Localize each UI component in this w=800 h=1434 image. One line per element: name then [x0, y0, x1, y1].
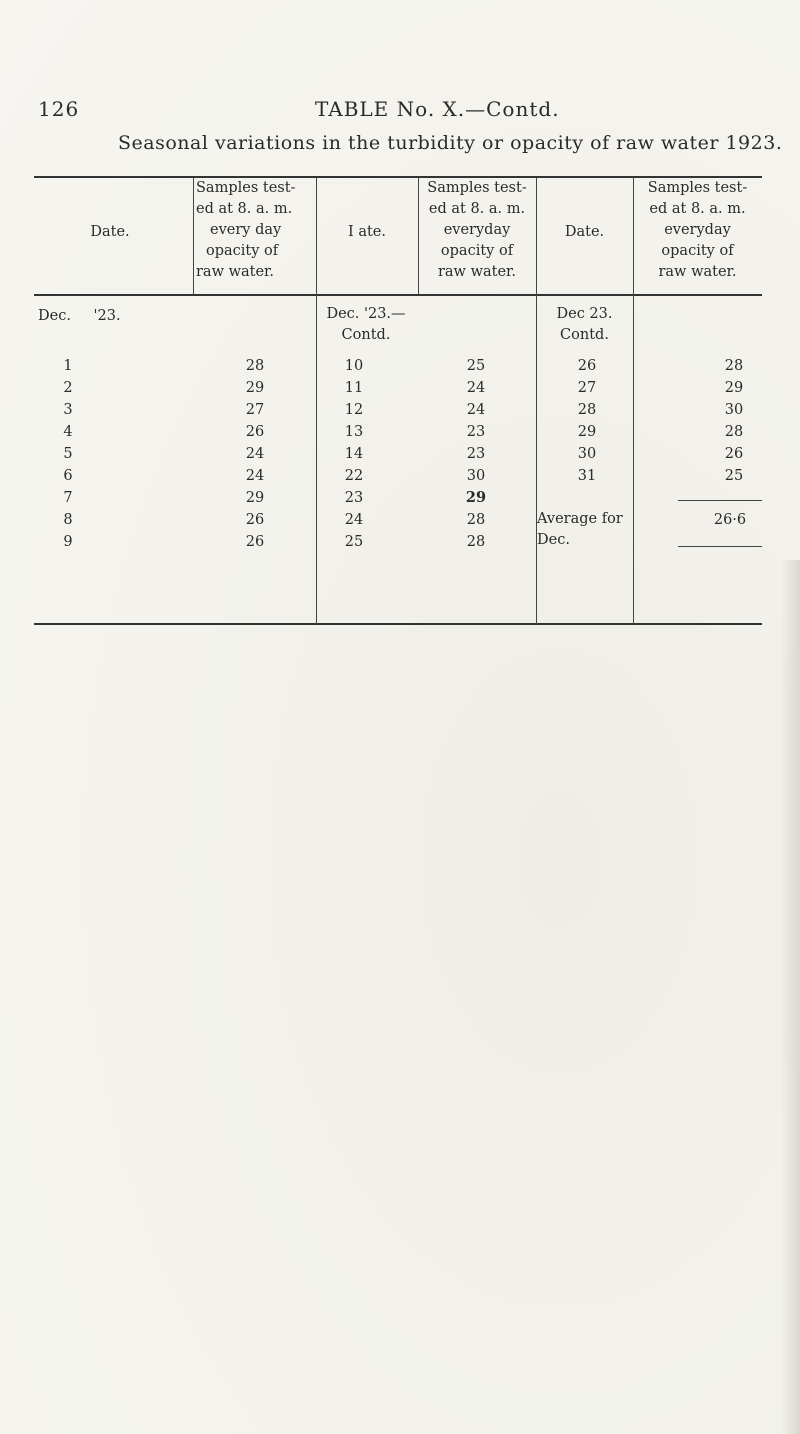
- group-label-3-line: Dec 23.: [556, 306, 613, 322]
- col-divider-1: [193, 178, 194, 294]
- group-label-2-line: Dec. '23.—: [326, 306, 406, 322]
- table-cell-value: 27: [245, 402, 265, 418]
- table-cell-value: 28: [466, 534, 486, 550]
- average-top-rule: [678, 500, 762, 501]
- table-cell-value: 29: [724, 380, 744, 396]
- table-cell-day: 14: [344, 446, 364, 462]
- table-cell-day: 11: [344, 380, 364, 396]
- group-label-2-line: Contd.: [341, 327, 391, 343]
- table-cell-value: 30: [466, 468, 486, 484]
- table-cell-day: 5: [63, 446, 73, 462]
- table-cell-day: 6: [63, 468, 73, 484]
- average-bottom-rule: [678, 546, 762, 547]
- table-cell-day: 23: [344, 490, 364, 506]
- table-cell-day: 31: [577, 468, 597, 484]
- header-rule: [34, 294, 762, 296]
- table-cell-value: 24: [245, 468, 265, 484]
- table-cell-day: 2: [63, 380, 73, 396]
- bottom-rule: [34, 623, 762, 625]
- header-samples-2: [418, 178, 536, 283]
- table-cell-day: 4: [63, 424, 73, 440]
- table-cell-day: 22: [344, 468, 364, 484]
- table-cell-value: 30: [724, 402, 744, 418]
- average-value: 26·6: [713, 512, 747, 528]
- table-cell-value: 26: [245, 512, 265, 528]
- table-cell-day: 12: [344, 402, 364, 418]
- page-number: 126: [38, 97, 80, 121]
- table-cell-value: 29: [245, 380, 265, 396]
- header-samples-2-line: ed at 8. a. m.: [428, 201, 526, 217]
- table-cell-day: 8: [63, 512, 73, 528]
- table-subtitle: Seasonal variations in the turbidity or opacity of raw water 1923.: [118, 132, 783, 154]
- header-date-3: Date.: [564, 224, 605, 240]
- table-cell-day: 1: [63, 358, 73, 374]
- header-date-2: I ate.: [348, 224, 386, 240]
- header-samples-2-line: opacity of: [440, 243, 514, 259]
- table-cell-day: 9: [63, 534, 73, 550]
- average-label: [537, 509, 633, 551]
- table-cell-value: 26: [245, 534, 265, 550]
- col-divider-2: [316, 178, 317, 624]
- header-samples-1-line: ed at 8. a. m.: [196, 201, 293, 217]
- header-samples-3: [633, 178, 762, 283]
- table-cell-value: 26: [724, 446, 744, 462]
- group-label-2: [318, 304, 414, 346]
- table-cell-value: 28: [245, 358, 265, 374]
- table-cell-day: 24: [344, 512, 364, 528]
- header-samples-3-line: raw water.: [658, 264, 737, 280]
- table-cell-value: 23: [466, 424, 486, 440]
- table-cell-day: 26: [577, 358, 597, 374]
- page-edge-shadow: [780, 560, 800, 1434]
- table-title: TABLE No. X.—Contd.: [315, 97, 560, 121]
- header-samples-1-line: Samples test-: [196, 180, 296, 196]
- table-cell-value: 24: [466, 380, 486, 396]
- group-label-3-line: Contd.: [560, 327, 609, 343]
- table-cell-day: 7: [63, 490, 73, 506]
- table-cell-day: 27: [577, 380, 597, 396]
- average-label-line: Average for: [537, 511, 623, 527]
- table-cell-day: 3: [63, 402, 73, 418]
- table-cell-day: 29: [577, 424, 597, 440]
- table-cell-value: 29: [465, 489, 487, 506]
- table-cell-day: 10: [344, 358, 364, 374]
- table-cell-day: 28: [577, 402, 597, 418]
- table-cell-day: 13: [344, 424, 364, 440]
- header-samples-2-line: Samples test-: [427, 180, 527, 196]
- average-label-line: Dec.: [537, 532, 570, 548]
- table-cell-day: 30: [577, 446, 597, 462]
- header-samples-1-line: raw water.: [196, 264, 275, 280]
- table-cell-value: 23: [466, 446, 486, 462]
- table-cell-value: 24: [466, 402, 486, 418]
- table-cell-value: 28: [724, 358, 744, 374]
- header-samples-3-line: ed at 8. a. m.: [649, 201, 746, 217]
- table-cell-day: 25: [344, 534, 364, 550]
- table-cell-value: 29: [245, 490, 265, 506]
- table-cell-value: 25: [466, 358, 486, 374]
- header-date-1: Date.: [90, 224, 130, 240]
- header-samples-1-line: every day: [210, 222, 282, 238]
- col-divider-4: [536, 178, 537, 624]
- header-samples-3-line: opacity of: [661, 243, 734, 259]
- table-cell-value: 26: [245, 424, 265, 440]
- table-cell-value: 28: [466, 512, 486, 528]
- table-cell-value: 25: [724, 468, 744, 484]
- header-samples-1: [196, 178, 314, 283]
- header-samples-3-line: Samples test-: [647, 180, 748, 196]
- header-samples-2-line: raw water.: [437, 264, 516, 280]
- header-samples-2-line: everyday: [443, 222, 511, 238]
- table-cell-value: 24: [245, 446, 265, 462]
- header-samples-3-line: everyday: [664, 222, 731, 238]
- group-label-3: [536, 304, 633, 346]
- group-label-1: Dec. '23.: [38, 308, 121, 324]
- header-samples-1-line: opacity of: [206, 243, 279, 259]
- table-cell-value: 28: [724, 424, 744, 440]
